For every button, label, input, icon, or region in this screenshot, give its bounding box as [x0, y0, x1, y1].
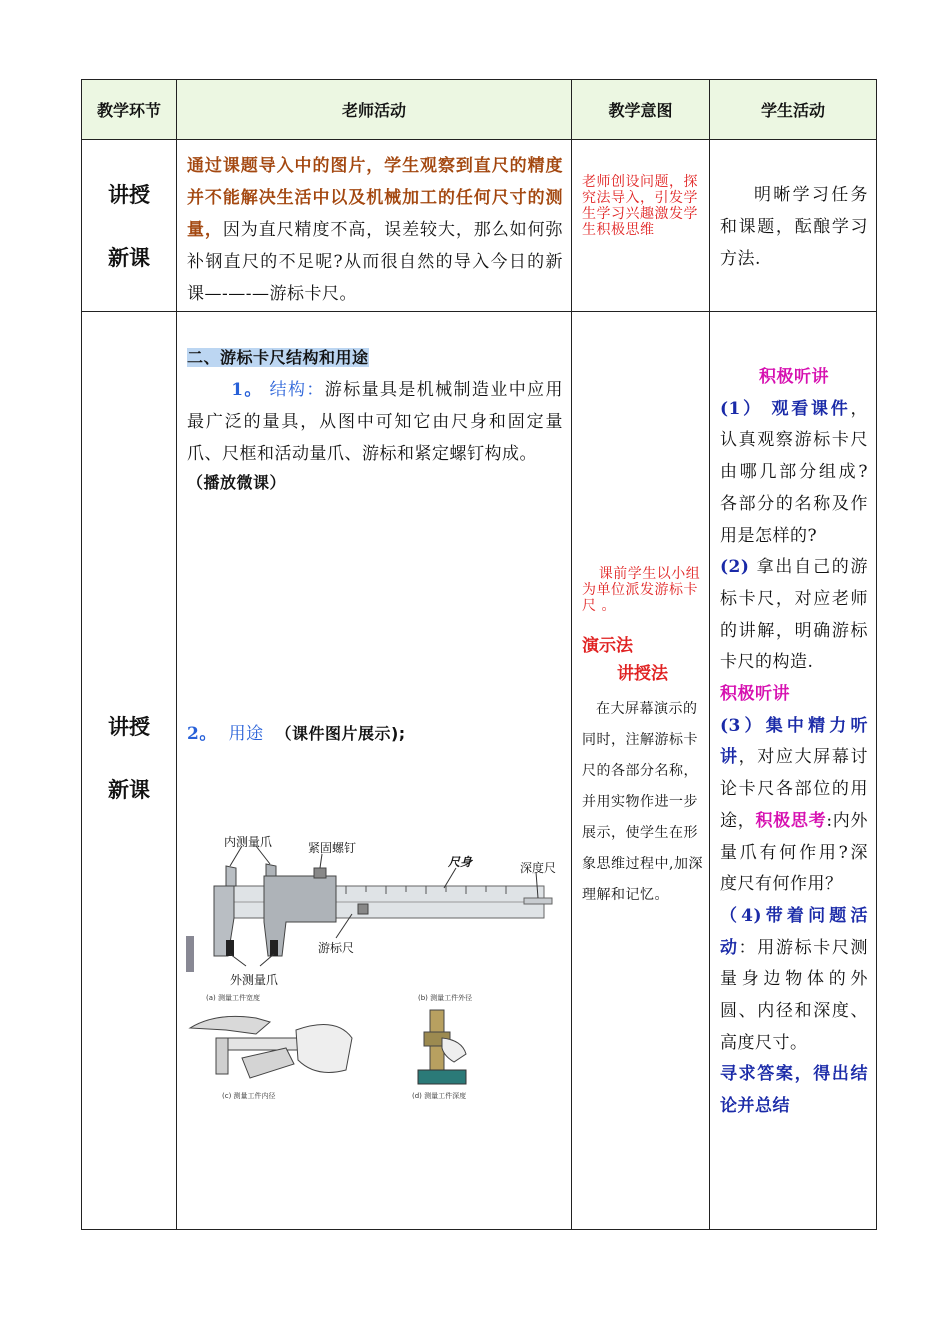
intent-red-text: 课前学生以小组为单位派发游标卡尺 。 [582, 566, 701, 614]
caption-b: (b) 测量工件外径 [418, 994, 473, 1002]
student-point-text: :内外量爪有何作用?深度尺有何作用？ [720, 810, 869, 895]
student-point-label: （4)带着问题活动 [720, 905, 868, 958]
item-label: 结构： [269, 380, 325, 400]
intent-text: 老师创设问题，探究法导入，引发学生学习兴趣激发学生积极思维 [582, 174, 698, 238]
stage-cell [82, 312, 177, 1230]
item-note: （课件图片展示); [275, 724, 406, 743]
student-text: 明晰学习任务和课题，酝酿学习方法. [720, 185, 868, 269]
method-lecture: 讲授法 [617, 664, 668, 684]
item-text: 游标量具是机械制造业中应用最广泛的量具，从图中可知它由尺身和固定量爪、尺框和活动量爪、游标和紧定螺钉构成。 [187, 380, 564, 464]
student-conclusion: 寻求答案，得出结论并总结 [720, 1064, 868, 1117]
student-heading: 积极听讲 [759, 367, 829, 387]
item-number: 2。 [187, 724, 217, 744]
student-point-emphasis: 积极思考 [755, 810, 827, 831]
teacher-cell [177, 140, 572, 312]
student-point-label: (1） 观看课件 [720, 398, 851, 419]
student-point-text: ，认真观察游标卡尺由哪几部分组成?各部分的名称及作用是怎样的? [720, 398, 868, 546]
intent-cell [572, 312, 710, 1230]
table-row [82, 140, 877, 312]
measuring-depth-photo [412, 1010, 466, 1100]
teacher-text-body: 因为直尺精度不高，误差较大，那么如何弥补钢直尺的不足呢?从而很自然的导入今日的新课—-—-—游标卡尺。 [187, 220, 564, 304]
label-lock-screw: 紧固螺钉 [308, 841, 357, 855]
teacher-text-emphasis: 通过课题导入中的图片，学生观察到直尺的精度并不能解决生活中以及机械加工的任何尺寸的测量， [187, 156, 563, 240]
intent-cell [572, 140, 710, 312]
header-row [82, 80, 877, 140]
label-vernier: 游标尺 [318, 941, 355, 955]
item-label: 用途 [228, 724, 264, 744]
student-point-text: ，对应大屏幕讨论卡尺各部位的用途， [720, 747, 869, 831]
label-outer-jaw: 外测量爪 [230, 973, 279, 987]
usage-line [187, 718, 563, 750]
lock-screw [314, 868, 326, 878]
vernier-caliper-figure [186, 828, 556, 1006]
teacher-text [177, 140, 571, 310]
depth-rod [524, 898, 552, 904]
student-point-text: 拿出自己的游标卡尺，对应老师的讲解，明确游标卡尺的构造. [720, 557, 869, 673]
stage-line: 讲授 [108, 715, 150, 739]
label-depth-rod: 深度尺 [520, 861, 556, 875]
student-cell [710, 312, 877, 1230]
student-point-label: (2) [720, 557, 750, 578]
header-student-activity: 学生活动 [710, 80, 877, 140]
stage-cell [82, 140, 177, 312]
caption-c: (c) 测量工件内径 [222, 1092, 276, 1100]
measuring-inner-diameter-photo [190, 1016, 352, 1100]
label-main-scale: 尺身 [448, 855, 473, 869]
stage-line: 新课 [108, 246, 150, 270]
header-stage: 教学环节 [82, 80, 177, 140]
caliper-usage-photos [186, 1008, 506, 1104]
label-inner-jaw: 内测量爪 [224, 835, 273, 849]
stage-line: 新课 [108, 778, 150, 802]
structure-paragraph [187, 374, 563, 470]
student-cell [710, 140, 877, 312]
student-point-text: ：用游标卡尺测量身边物体的外圆、内径和深度、高度尺寸。 [720, 937, 869, 1053]
student-subheading: 积极听讲 [720, 684, 790, 705]
intent-explanation: 在大屏幕演示的同时，注解游标卡尺的各部分名称，并用实物作进一步展示，使学生在形象思维过程中,加深理解和记忆。 [582, 701, 703, 903]
caption-d: (d) 测量工件深度 [412, 1092, 467, 1100]
section-title: 二、游标卡尺结构和用途 [187, 348, 369, 367]
item-number: 1。 [231, 380, 263, 400]
caption-a: (a) 测量工件宽度 [206, 994, 260, 1002]
method-demo: 演示法 [582, 636, 633, 656]
play-note: （播放微课） [187, 473, 287, 492]
header-intent: 教学意图 [572, 80, 710, 140]
stage-line: 讲授 [108, 183, 150, 207]
header-teacher-activity: 老师活动 [177, 80, 572, 140]
student-point-label: (3）集中精力听讲 [720, 715, 868, 768]
